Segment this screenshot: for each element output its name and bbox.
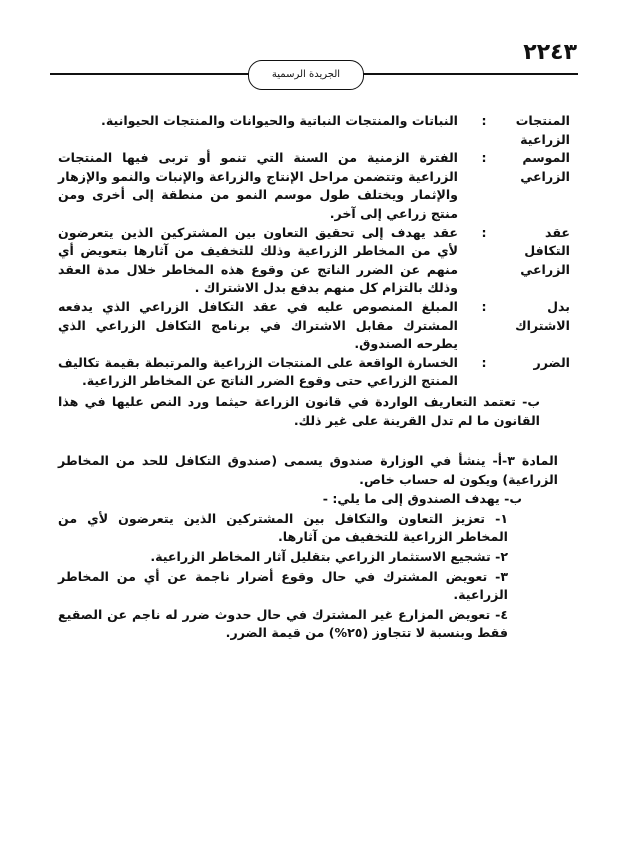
definition-row — [58, 298, 570, 354]
list-item: ٣- تعويض المشترك في حال وقوع أضرار ناجمة عن أي من المخاطر الزراعية. — [58, 568, 508, 603]
definition-term: الموسم الزراعي — [520, 150, 570, 184]
definition-text: النباتات والمنتجات النباتية والحيوانات والمنتجات الحيوانية. — [101, 113, 458, 128]
article-3-para-a: المادة ٣-أ- ينشأ في الوزارة صندوق يسمى (صندوق التكافل للحد من المخاطر الزراعية) ويكون له حساب خاص. — [58, 453, 559, 487]
definition-text: الخسارة الواقعة على المنتجات الزراعية والمرتبطة بقيمة تكاليف المنتج الزراعي حتى وقوع الضرر الناتج عن المخاطر الزراعية. — [58, 354, 458, 389]
definition-row — [58, 224, 570, 298]
article-3-para-b-intro: ب- يهدف الصندوق إلى ما يلي: - — [322, 491, 522, 507]
definition-term: الضرر — [533, 354, 570, 370]
definition-text: الفترة الزمنية من السنة التي تنمو أو تربى فيها المنتجات الزراعية وتتضمن مراحل الإنتاج والزراعة والإنبات والنمو والإزهار والإثمار ويختلف طول موسم النمو من منطقة إلى أخرى ومن منتج زراعي إلى آخر. — [58, 150, 458, 221]
definition-term: عقد التكافل الزراعي — [520, 224, 570, 277]
definition-term: بدل الاشتراك — [515, 298, 570, 333]
definition-row — [58, 354, 570, 391]
list-item: ١- تعزيز التعاون والتكافل بين المشتركين الذين يتعرضون لأي من المخاطر الزراعية للتخفيف من آثارها. — [58, 510, 508, 545]
paragraph-b: ب- تعتمد التعاريف الواردة في قانون الزراعة حيثما ورد النص عليها في هذا القانون ما لم تدل القرينة على غير ذلك. — [58, 393, 540, 428]
definition-term: المنتجات الزراعية — [515, 113, 570, 147]
definition-row — [58, 149, 570, 223]
definition-colon: : — [481, 354, 487, 370]
definition-colon: : — [481, 298, 487, 314]
definition-colon: : — [481, 224, 487, 240]
definition-colon: : — [481, 113, 487, 128]
definition-text: عقد يهدف إلى تحقيق التعاون بين المشتركين الذين يتعرضون لأي من المخاطر الزراعية وذلك للتخفيف من آثارها بتعويض أي منهم عن الضرر الناتج عن وقوع هذه المخاطر خلال مدة العقد وذلك بالتزام كل منهم بدفع بدل الاشتراك . — [58, 224, 458, 296]
page-content — [58, 112, 570, 643]
gazette-masthead: الجريدة الرسمية — [248, 60, 364, 90]
definition-text: المبلغ المنصوص عليه في عقد التكافل الزراعي الذي يدفعه المشترك مقابل الاشتراك في برنامج التكافل الزراعي الذي يطرحه الصندوق. — [58, 298, 458, 352]
definition-colon: : — [481, 150, 487, 166]
definition-row — [58, 112, 570, 149]
list-item: ٢- تشجيع الاستثمار الزراعي بتقليل آثار المخاطر الزراعية. — [150, 549, 508, 565]
page-number: ٢٢٤٣ — [523, 40, 577, 65]
list-item: ٤- تعويض المزارع غير المشترك في حال حدوث ضرر له ناجم عن الصقيع فقط وبنسبة لا تتجاوز (٢٥%) من قيمة الضرر. — [58, 606, 508, 641]
